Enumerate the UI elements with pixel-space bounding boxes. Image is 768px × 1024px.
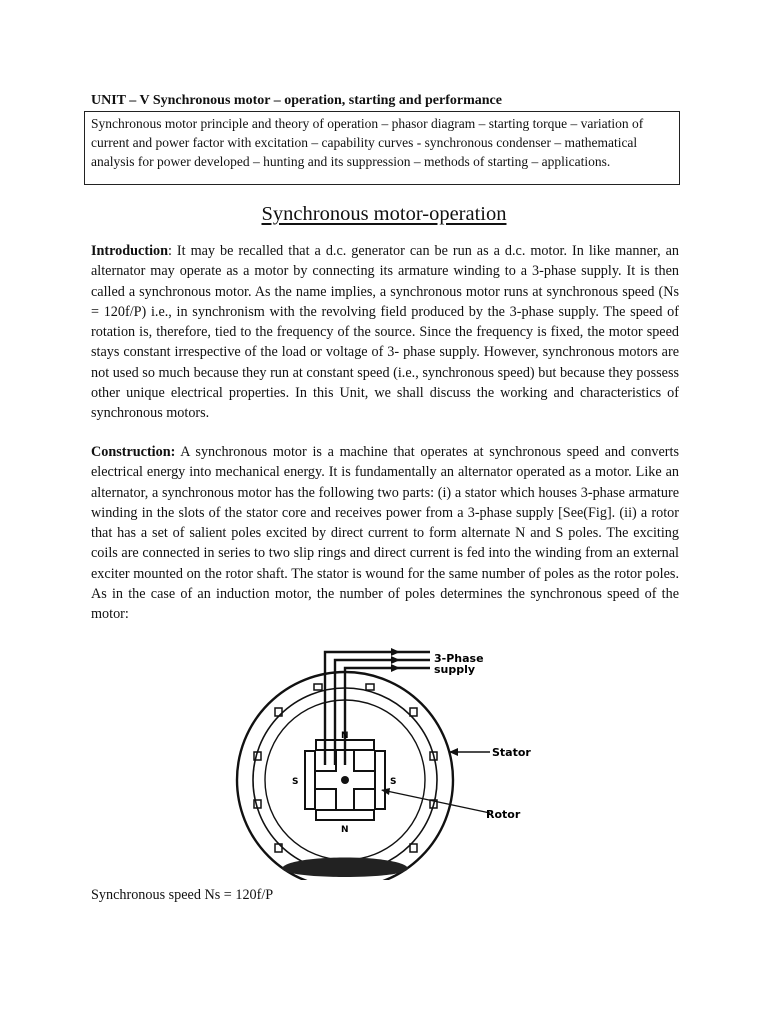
page-title: Synchronous motor-operation bbox=[261, 203, 507, 225]
introduction-text: : It may be recalled that a d.c. generator can be run as a d.c. motor. In like manner, an alternator may operate as a motor by connecting its armature winding to a 3-phase supply. It is then called a synchronous motor. As the name implies, a synchronous motor runs at synchronous speed (Ns = 120f/P) i.e., in synchronism with the revolving field produced by the 3-phase supply. The speed of rotation is, therefore, tied to the frequency of the source. Since the frequency is fixed, the motor speed stays constant irrespective of the load or voltage of 3- phase supply. However, synchronous motors are not used so much because they run at constant speed (i.e., synchronous speed) but because they possess other unique electrical properties. In this Unit, we shall discuss the working and characteristics of synchronous motors. bbox=[91, 243, 679, 422]
construction-label: Construction: bbox=[91, 444, 176, 460]
pole-label-n-bottom: N bbox=[341, 825, 349, 835]
stator-label: Stator bbox=[492, 746, 531, 759]
unit-heading: UNIT – V Synchronous motor – operation, starting and performance bbox=[91, 93, 502, 108]
rotor-pole-south-right bbox=[375, 751, 385, 809]
construction-paragraph bbox=[91, 442, 679, 625]
rotor-label: Rotor bbox=[486, 808, 521, 821]
rotor-pole-south-left bbox=[305, 751, 315, 809]
construction-text: A synchronous motor is a machine that operates at synchronous speed and converts electrical energy into mechanical energy. It is fundamentally an alternator operated as a motor. Like an alternator, a synchronous motor has the following two parts: (i) a stator which houses 3-phase armature winding in the slots of the stator core and receives power from a 3-phase supply [See(Fig]. (ii) a rotor that has a set of salient poles excited by direct current to form alternate N and S poles. The exciting coils are connected in series to two slip rings and direct current is fed into the winding from an external exciter mounted on the rotor shaft. The stator is wound for the same number of poles as the rotor poles. As in the case of an induction motor, the number of poles determines the synchronous speed of the motor: bbox=[91, 444, 679, 623]
supply-label-line1: 3-Phase bbox=[434, 652, 484, 665]
rotor-shaft bbox=[341, 776, 349, 784]
synchronous-speed-formula: Synchronous speed Ns = 120f/P bbox=[91, 887, 274, 903]
introduction-label: Introduction bbox=[91, 243, 168, 259]
pole-label-s-left: S bbox=[292, 777, 299, 787]
pole-label-s-right: S bbox=[390, 777, 397, 787]
rotor-pole-north-bottom bbox=[316, 810, 374, 820]
syllabus-box: Synchronous motor principle and theory of operation – phasor diagram – starting torque – variation of current and power factor with excitation – capability curves - synchronous condenser – mathematical analysis for power developed – hunting and its suppression – methods of starting – applications. bbox=[84, 111, 680, 185]
introduction-paragraph bbox=[91, 241, 679, 424]
supply-label-line2: supply bbox=[434, 663, 476, 676]
synchronous-motor-figure bbox=[220, 640, 550, 880]
motor-diagram bbox=[220, 640, 550, 880]
pole-label-n-top: N bbox=[341, 731, 349, 741]
